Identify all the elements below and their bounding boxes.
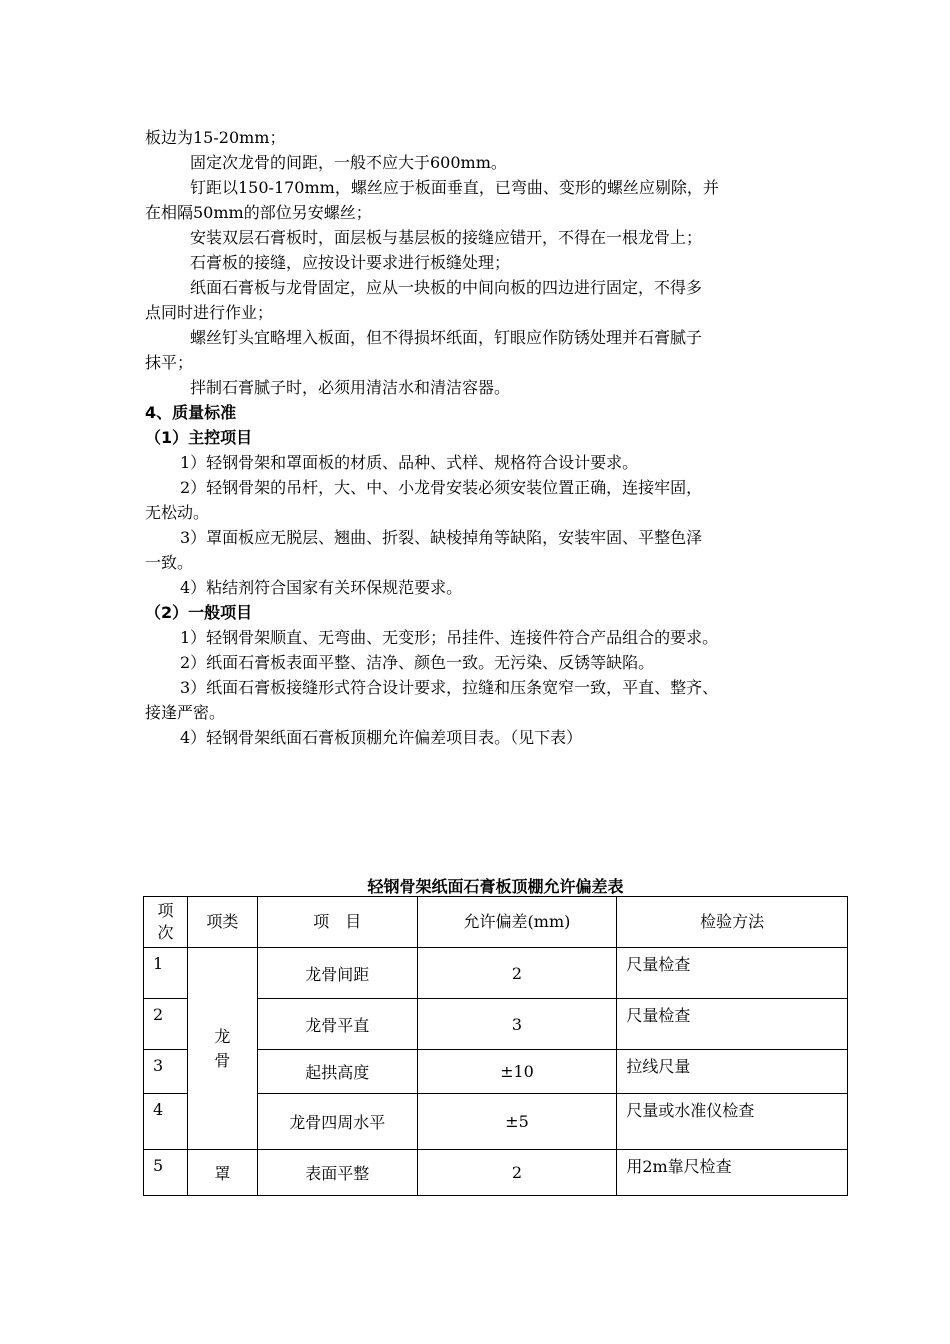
header-no xyxy=(144,897,188,948)
paragraph-line: 在相隔50mm的部位另安螺丝； xyxy=(145,203,372,222)
row-no: 2 xyxy=(144,999,188,1050)
row-tolerance: 3 xyxy=(417,999,617,1050)
paragraph-line: 纸面石膏板与龙骨固定，应从一块板的中间向板的四边进行固定，不得多 xyxy=(190,278,703,297)
paragraph-line: 安装双层石膏板时，面层板与基层板的接缝应错开，不得在一根龙骨上； xyxy=(190,228,703,247)
main-item-line: 4）粘结剂符合国家有关环保规范要求。 xyxy=(180,578,463,597)
header-no-line2: 次 xyxy=(157,923,174,942)
paragraph-line: 钉距以150-170mm，螺丝应于板面垂直，已弯曲、变形的螺丝应剔除，并 xyxy=(190,178,719,197)
main-item-line: 无松动。 xyxy=(145,503,210,522)
row-item: 龙骨平直 xyxy=(257,999,417,1050)
category-keel-cell xyxy=(187,948,257,1150)
main-item-line: 2）轻钢骨架的吊杆，大、中、小龙骨安装必须安装位置正确，连接牢固， xyxy=(180,478,703,497)
row-item: 起拱高度 xyxy=(257,1050,417,1094)
header-method: 检验方法 xyxy=(617,897,848,948)
paragraph-line: 石膏板的接缝，应按设计要求进行板缝处理； xyxy=(190,253,511,272)
category-cover-cell: 罩 xyxy=(187,1150,257,1196)
header-tolerance: 允许偏差(mm) xyxy=(417,897,617,948)
subsection-heading-general: （2）一般项目 xyxy=(145,603,253,622)
row-method: 尺量检查 xyxy=(617,948,848,999)
row-tolerance: ±5 xyxy=(417,1094,617,1150)
general-item-line: 3）纸面石膏板接缝形式符合设计要求，拉缝和压条宽窄一致，平直、整齐、 xyxy=(180,678,719,697)
table-row xyxy=(144,1150,848,1196)
row-method: 尺量检查 xyxy=(617,999,848,1050)
row-tolerance: ±10 xyxy=(417,1050,617,1094)
section-heading: 4、质量标准 xyxy=(145,403,237,422)
paragraph-line: 螺丝钉头宜略埋入板面，但不得损坏纸面，钉眼应作防锈处理并石膏腻子 xyxy=(190,328,703,347)
row-item: 龙骨间距 xyxy=(257,948,417,999)
main-item-line: 3）罩面板应无脱层、翘曲、折裂、缺棱掉角等缺陷，安装牢固、平整色泽 xyxy=(180,528,703,547)
paragraph-line: 拌制石膏腻子时，必须用清洁水和清洁容器。 xyxy=(190,378,511,397)
general-item-line: 4）轻钢骨架纸面石膏板顶棚允许偏差项目表。（见下表） xyxy=(180,728,583,747)
general-item-line: 接逢严密。 xyxy=(145,703,226,722)
subsection-heading-main: （1）主控项目 xyxy=(145,428,253,447)
header-no-line1: 项 xyxy=(157,901,174,920)
row-method: 尺量或水准仪检查 xyxy=(617,1094,848,1150)
main-item-line: 1）轻钢骨架和罩面板的材质、品种、式样、规格符合设计要求。 xyxy=(180,453,639,472)
header-item: 项 目 xyxy=(257,897,417,948)
paragraph-line: 固定次龙骨的间距，一般不应大于600mm。 xyxy=(190,153,507,172)
general-item-line: 2）纸面石膏板表面平整、洁净、颜色一致。无污染、反锈等缺陷。 xyxy=(180,653,655,672)
row-method: 拉线尺量 xyxy=(617,1050,848,1094)
row-item: 龙骨四周水平 xyxy=(257,1094,417,1150)
row-item: 表面平整 xyxy=(257,1150,417,1196)
table-title: 轻钢骨架纸面石膏板顶棚允许偏差表 xyxy=(367,877,624,896)
table-row xyxy=(144,948,848,999)
row-no: 1 xyxy=(144,948,188,999)
row-no: 4 xyxy=(144,1094,188,1150)
main-item-line: 一致。 xyxy=(145,553,194,572)
row-no: 5 xyxy=(144,1150,188,1196)
category-keel-line2: 骨 xyxy=(214,1050,231,1070)
row-method: 用2m靠尺检查 xyxy=(617,1150,848,1196)
header-category: 项类 xyxy=(187,897,257,948)
row-tolerance: 2 xyxy=(417,1150,617,1196)
paragraph-line: 板边为15-20mm； xyxy=(145,128,286,147)
row-no: 3 xyxy=(144,1050,188,1094)
table-header-row xyxy=(144,897,848,948)
category-keel-line1: 龙 xyxy=(214,1026,231,1046)
paragraph-line: 抹平； xyxy=(145,353,194,372)
general-item-line: 1）轻钢骨架顺直、无弯曲、无变形；吊挂件、连接件符合产品组合的要求。 xyxy=(180,628,719,647)
paragraph-line: 点同时进行作业； xyxy=(145,303,274,322)
tolerance-table xyxy=(143,896,848,1196)
row-tolerance: 2 xyxy=(417,948,617,999)
